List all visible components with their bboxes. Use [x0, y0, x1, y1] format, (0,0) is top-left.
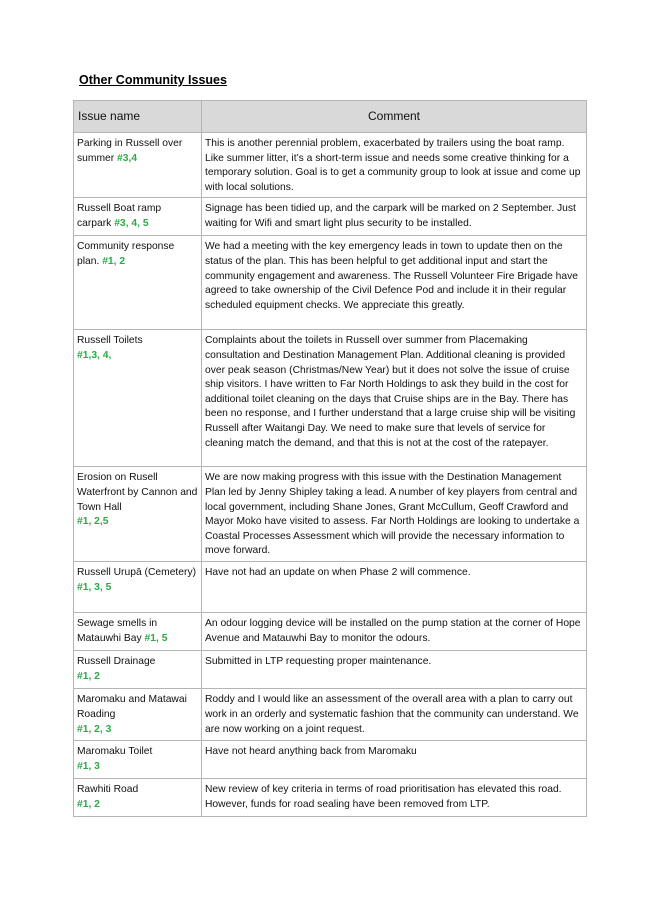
issue-name-cell: [74, 330, 202, 467]
table-row: [74, 236, 587, 330]
comment-cell: Have not had an update on when Phase 2 will commence.: [202, 562, 587, 613]
table-row: [74, 198, 587, 236]
issue-name: Sewage smells in Matauwhi Bay: [77, 618, 158, 644]
issue-name-header: Issue name: [74, 101, 202, 133]
comment-cell: Signage has been tidied up, and the carpark will be marked on 2 September. Just waiting for Wifi and smart light plus security to be installed.: [202, 198, 587, 236]
table-row: [74, 467, 587, 562]
issue-ref: #3, 4, 5: [114, 217, 149, 229]
comment-cell: New review of key criteria in terms of road prioritisation has elevated this road. However, funds for road sealing have been removed from LTP.: [202, 779, 587, 817]
issue-ref: #1, 5: [144, 632, 168, 644]
table-row: [74, 651, 587, 689]
issue-name: Parking in Russell over summer: [77, 138, 183, 164]
comment-cell: An odour logging device will be installed on the pump station at the corner of Hope Avenue and Matauwhi Bay to monitor the odours.: [202, 613, 587, 651]
issue-name-cell: [74, 198, 202, 236]
issue-ref: #1,3, 4,: [77, 349, 112, 361]
issue-ref: #1, 2: [77, 798, 100, 810]
issue-name-cell: [74, 689, 202, 741]
issue-name-cell: [74, 613, 202, 651]
issue-name: Maromaku Toilet: [77, 746, 153, 758]
table-row: [74, 779, 587, 817]
table-row: [74, 689, 587, 741]
issue-name-cell: [74, 133, 202, 198]
issues-table: [73, 100, 587, 817]
table-row: [74, 741, 587, 779]
issue-name: Russell Boat ramp carpark: [77, 203, 162, 229]
comment-cell: We had a meeting with the key emergency leads in town to update then on the status of the plan. This has been helpful to get additional input and start the community engagement and awareness. The Russell Volunteer Fire Brigade have agreed to take ownership of the Civil Defence Pod and include it in their regular scheduled equipment checks. We appreciate this greatly.: [202, 236, 587, 330]
comment-cell: Submitted in LTP requesting proper maintenance.: [202, 651, 587, 689]
comment-header: Comment: [202, 101, 587, 133]
issue-ref: #1, 2, 3: [77, 723, 112, 735]
table-header-row: [74, 101, 587, 133]
issue-name: Russell Toilets: [77, 335, 143, 347]
table-row: [74, 133, 587, 198]
issue-name: Erosion on Rusell Waterfront by Cannon and Town Hall: [77, 472, 198, 513]
issue-name-cell: [74, 236, 202, 330]
issue-name: Russell Urupā (Cemetery): [77, 567, 197, 579]
issue-ref: #1, 2: [102, 255, 126, 267]
issue-name-cell: [74, 467, 202, 562]
issue-name: Maromaku and Matawai Roading: [77, 694, 187, 720]
issue-ref: #1, 3: [77, 760, 100, 772]
issue-ref: #1, 3, 5: [77, 581, 112, 593]
issue-ref: #3,4: [117, 152, 138, 164]
table-row: [74, 562, 587, 613]
table-row: [74, 330, 587, 467]
issue-name-cell: [74, 741, 202, 779]
issue-name: Community response plan.: [77, 241, 175, 267]
issue-name-cell: [74, 779, 202, 817]
comment-cell: This is another perennial problem, exacerbated by trailers using the boat ramp. Like summer litter, it’s a short-term issue and needs some creative thinking for a temporary solution. Goal is to get a community group to look at issue and come up with local solutions.: [202, 133, 587, 198]
issue-name: Russell Drainage: [77, 656, 156, 668]
issue-name: Rawhiti Road: [77, 784, 139, 796]
comment-cell: We are now making progress with this issue with the Destination Management Plan led by Jenny Shipley taking a lead. A number of key players from central and local government, including Shane Jones, Grant McCullum, Geoff Crawford and Mayor Moko have visited to assess. Far North Holdings are looking to undertake a Coastal Processes Assessment which will provide the necessary information to move forward.: [202, 467, 587, 562]
issue-ref: #1, 2,5: [77, 516, 109, 528]
comment-cell: Roddy and I would like an assessment of the overall area with a plan to carry out work in an orderly and systematic fashion that the community can understand. We are now working on a joint request.: [202, 689, 587, 741]
comment-cell: Have not heard anything back from Maromaku: [202, 741, 587, 779]
issue-name-cell: [74, 562, 202, 613]
issue-ref: #1, 2: [77, 670, 100, 682]
comment-cell: Complaints about the toilets in Russell over summer from Placemaking consultation and Destination Management Plan. Additional cleaning is provided over peak season (Christmas/New Year) but it does not solve the issue of cruise ship visitors. I have written to Far North Holdings to ask they build in the cost for additional toilet cleaning on the days that Cruise ships are in the Bay. There has been no response, and I further understand that a large cruise ship will be visiting Russell after Waitangi Day. We need to make sure that levels of service for cleaning match the demand, and that this is not at the cost of the ratepayer.: [202, 330, 587, 467]
page-title: Other Community Issues: [79, 73, 227, 87]
issue-name-cell: [74, 651, 202, 689]
table-row: [74, 613, 587, 651]
